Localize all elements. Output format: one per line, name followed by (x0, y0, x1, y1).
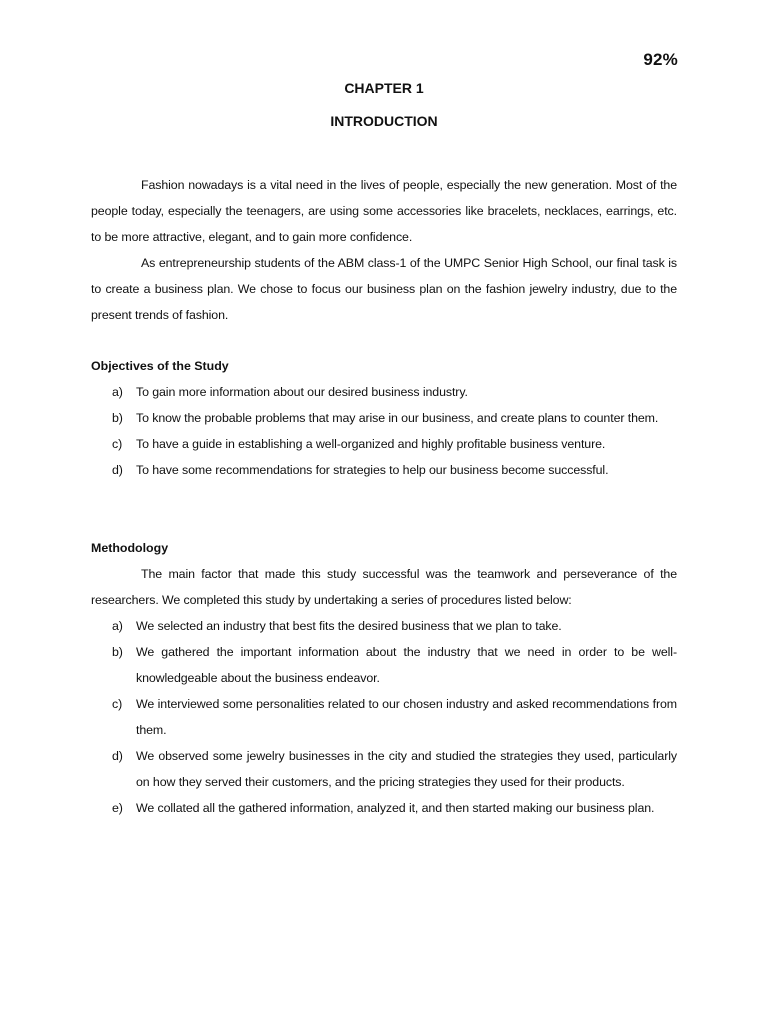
list-item-text: We gathered the important information about the industry that we need in order to be well-knowledgeable about the business endeavor. (136, 645, 677, 685)
list-marker: c) (112, 697, 123, 711)
chapter-number: CHAPTER 1 (344, 80, 424, 96)
list-item (91, 613, 677, 639)
introduction-section (91, 172, 677, 328)
list-marker: d) (112, 749, 123, 763)
objectives-heading: Objectives of the Study (91, 359, 229, 373)
methodology-section (91, 561, 677, 613)
intro-paragraph: As entrepreneurship students of the ABM class-1 of the UMPC Senior High School, our final task is to create a business plan. We chose to focus our business plan on the fashion jewelry industry, due to the present trends of fashion. (91, 256, 677, 322)
list-marker: c) (112, 437, 123, 451)
list-item-text: To have a guide in establishing a well-organized and highly profitable business venture. (136, 437, 606, 451)
list-marker: b) (112, 411, 123, 425)
list-item (91, 457, 677, 483)
list-marker: e) (112, 801, 123, 815)
list-item (91, 639, 677, 691)
list-marker: a) (112, 385, 123, 399)
intro-paragraph: Fashion nowadays is a vital need in the lives of people, especially the new generation. Most of the people today, especially the teenagers, are using some accessories like bracelets, necklaces, earrings, etc. to be more attractive, elegant, and to gain more confidence. (91, 178, 677, 244)
list-item (91, 379, 677, 405)
list-item (91, 743, 677, 795)
methodology-list (91, 613, 677, 821)
list-item (91, 431, 677, 457)
list-item-text: We observed some jewelry businesses in the city and studied the strategies they used, particularly on how they served their customers, and the pricing strategies they used for their products. (136, 749, 677, 789)
list-marker: b) (112, 645, 123, 659)
list-marker: a) (112, 619, 123, 633)
objectives-list (91, 379, 677, 483)
list-item (91, 795, 677, 821)
list-item-text: We collated all the gathered information, analyzed it, and then started making our business plan. (136, 801, 655, 815)
methodology-heading: Methodology (91, 541, 169, 555)
list-item (91, 691, 677, 743)
list-item-text: To know the probable problems that may arise in our business, and create plans to counter them. (136, 411, 659, 425)
methodology-paragraph: The main factor that made this study successful was the teamwork and perseverance of the researchers. We completed this study by undertaking a series of procedures listed below: (91, 567, 677, 607)
chapter-title: INTRODUCTION (330, 113, 438, 129)
list-item-text: We selected an industry that best fits the desired business that we plan to take. (136, 619, 562, 633)
list-item-text: To have some recommendations for strategies to help our business become successful. (136, 463, 609, 477)
list-item-text: To gain more information about our desired business industry. (136, 385, 468, 399)
score-label: 92% (643, 50, 678, 69)
list-marker: d) (112, 463, 123, 477)
list-item (91, 405, 677, 431)
list-item-text: We interviewed some personalities related to our chosen industry and asked recommendations from them. (136, 697, 677, 737)
